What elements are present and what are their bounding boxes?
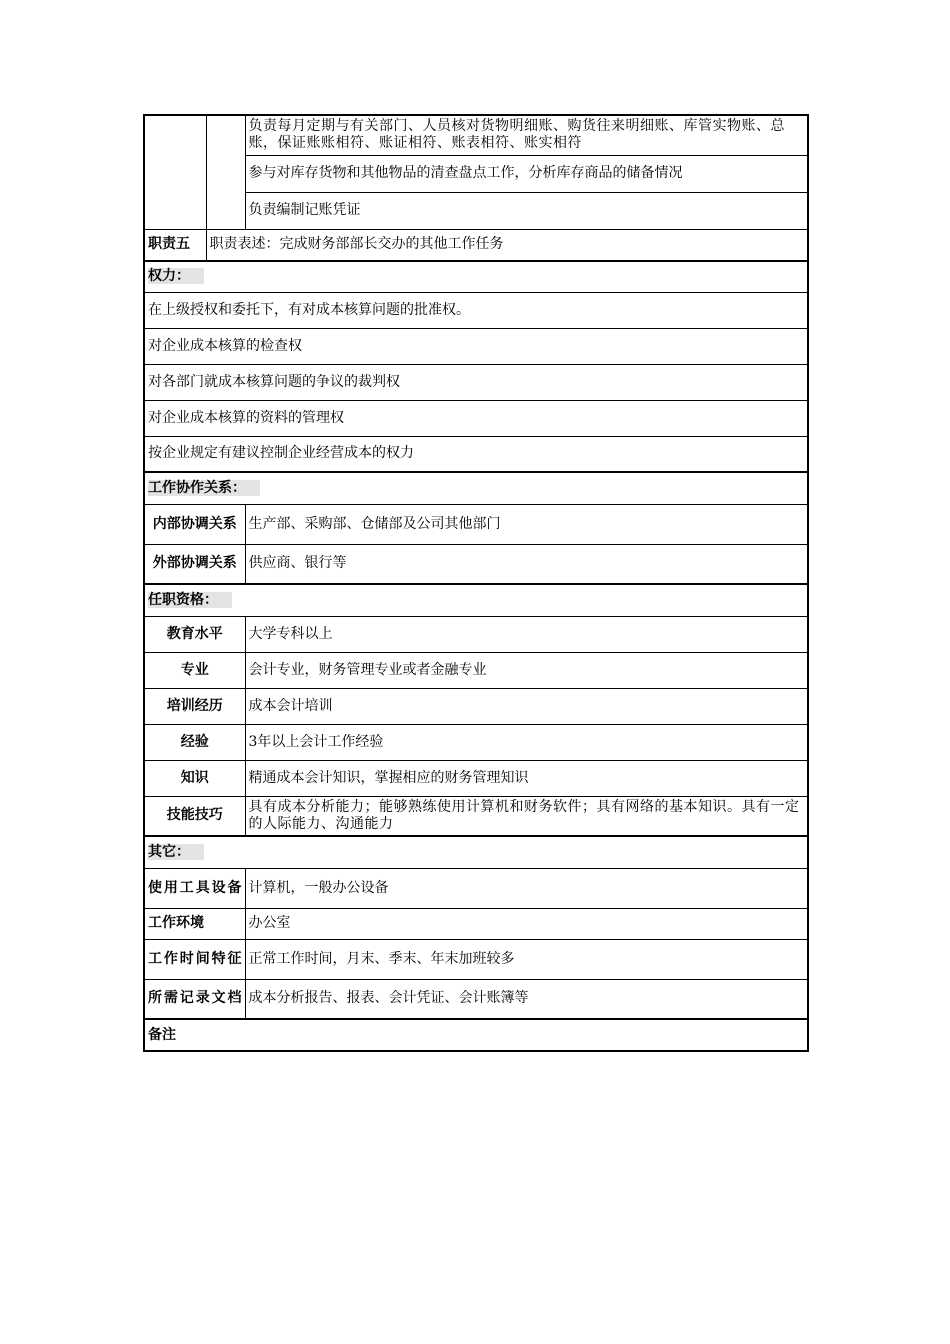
cooperation-row	[144, 504, 808, 544]
other-heading: 其它：	[148, 844, 204, 860]
duty5-desc: 职责表述：完成财务部部长交办的其他工作任务	[206, 229, 808, 261]
qualification-row	[144, 616, 808, 652]
duty-cont-row-1	[144, 115, 808, 155]
authority-heading: 权力：	[148, 268, 204, 284]
qualification-value: 具有成本分析能力；能够熟练使用计算机和财务软件；具有网络的基本知识。具有一定的人际能力、沟通能力	[245, 796, 808, 836]
qualification-value: 大学专科以上	[245, 616, 808, 652]
cooperation-value: 供应商、银行等	[245, 544, 808, 584]
cooperation-value: 生产部、采购部、仓储部及公司其他部门	[245, 504, 808, 544]
duty-item: 负责编制记账凭证	[245, 192, 808, 229]
authority-item: 对企业成本核算的资料的管理权	[144, 400, 808, 436]
qualification-value: 成本会计培训	[245, 688, 808, 724]
authority-row	[144, 364, 808, 400]
cooperation-row	[144, 544, 808, 584]
authority-row	[144, 328, 808, 364]
other-heading-row	[144, 836, 808, 868]
other-row	[144, 908, 808, 939]
authority-item: 在上级授权和委托下，有对成本核算问题的批准权。	[144, 292, 808, 328]
qualification-value: 会计专业，财务管理专业或者金融专业	[245, 652, 808, 688]
qualification-row	[144, 724, 808, 760]
authority-item: 对企业成本核算的检查权	[144, 328, 808, 364]
duty5-row	[144, 229, 808, 261]
qualification-label: 教育水平	[144, 616, 245, 652]
authority-row	[144, 436, 808, 472]
other-label: 工作时间特征	[144, 939, 245, 979]
duty-cont-sub-cell	[206, 115, 245, 229]
qualification-label: 技能技巧	[144, 796, 245, 836]
qualification-heading-row	[144, 584, 808, 616]
cooperation-label: 外部协调关系	[144, 544, 245, 584]
other-value: 计算机，一般办公设备	[245, 868, 808, 908]
cooperation-heading-row	[144, 472, 808, 504]
other-label: 使用工具设备	[144, 868, 245, 908]
duty-cont-label-cell	[144, 115, 206, 229]
qualification-value: 3年以上会计工作经验	[245, 724, 808, 760]
other-row	[144, 979, 808, 1019]
authority-item: 对各部门就成本核算问题的争议的裁判权	[144, 364, 808, 400]
job-table	[143, 114, 809, 1052]
other-row	[144, 939, 808, 979]
remarks-label: 备注	[144, 1019, 808, 1051]
qualification-label: 专业	[144, 652, 245, 688]
qualification-row	[144, 760, 808, 796]
authority-row	[144, 292, 808, 328]
qualification-row	[144, 688, 808, 724]
qualification-value: 精通成本会计知识，掌握相应的财务管理知识	[245, 760, 808, 796]
authority-item: 按企业规定有建议控制企业经营成本的权力	[144, 436, 808, 472]
qualification-label: 培训经历	[144, 688, 245, 724]
qualification-heading: 任职资格：	[148, 592, 232, 608]
other-value: 办公室	[245, 908, 808, 939]
authority-heading-cell	[144, 261, 808, 292]
qualification-label: 经验	[144, 724, 245, 760]
duty5-label: 职责五	[144, 229, 206, 261]
cooperation-label: 内部协调关系	[144, 504, 245, 544]
duty-item: 参与对库存货物和其他物品的清查盘点工作，分析库存商品的储备情况	[245, 155, 808, 192]
remarks-row	[144, 1019, 808, 1051]
qualification-row	[144, 652, 808, 688]
cooperation-heading: 工作协作关系：	[148, 480, 260, 496]
other-label: 工作环境	[144, 908, 245, 939]
authority-row	[144, 400, 808, 436]
qualification-label: 知识	[144, 760, 245, 796]
other-label: 所需记录文档	[144, 979, 245, 1019]
authority-heading-row	[144, 261, 808, 292]
qualification-row	[144, 796, 808, 836]
other-row	[144, 868, 808, 908]
cooperation-heading-cell	[144, 472, 808, 504]
duty-item: 负责每月定期与有关部门、人员核对货物明细账、购货往来明细账、库管实物账、总账，保证账账相符、账证相符、账表相符、账实相符	[245, 115, 808, 155]
qualification-heading-cell	[144, 584, 808, 616]
other-value: 正常工作时间，月末、季末、年末加班较多	[245, 939, 808, 979]
job-description-table	[143, 114, 807, 1052]
other-value: 成本分析报告、报表、会计凭证、会计账簿等	[245, 979, 808, 1019]
other-heading-cell	[144, 836, 808, 868]
